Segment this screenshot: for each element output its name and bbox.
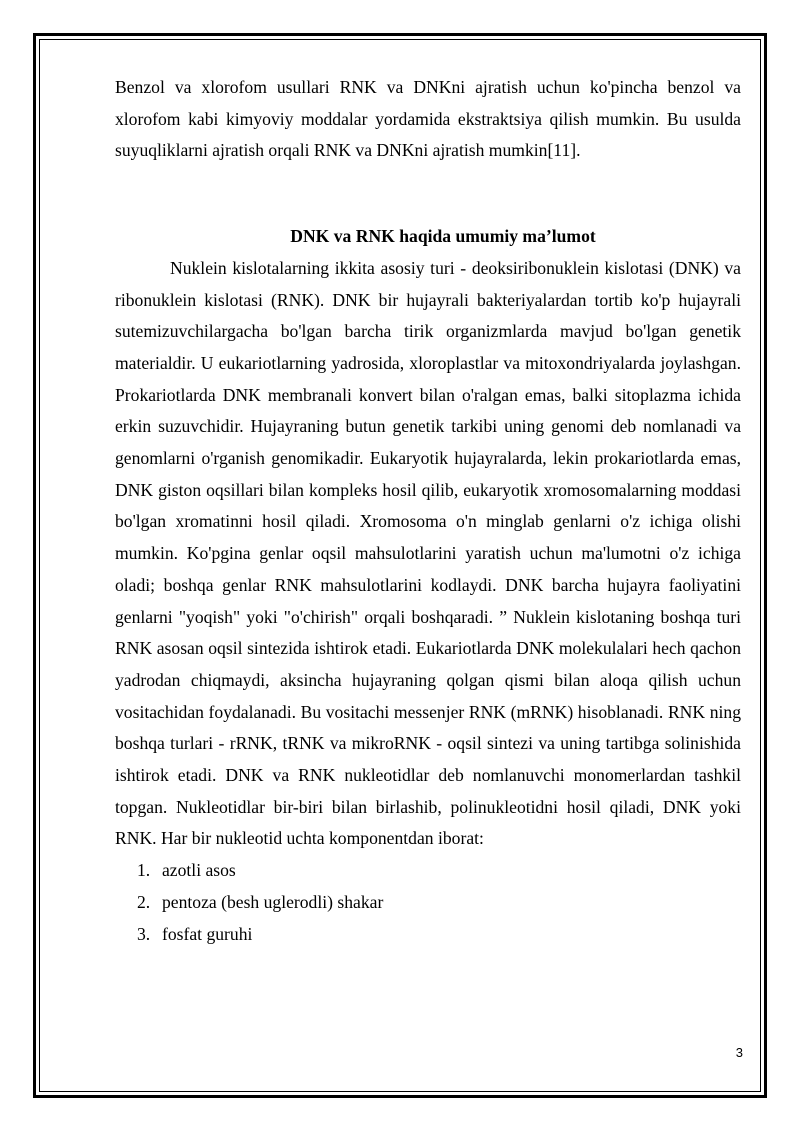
- list-item-text: azotli asos: [162, 860, 236, 881]
- list-item: [137, 855, 741, 887]
- component-list: [115, 855, 741, 950]
- section-heading: DNK va RNK haqida umumiy ma’lumot: [290, 226, 596, 247]
- list-item: [137, 887, 741, 919]
- list-item: [137, 919, 741, 951]
- main-paragraph: Nuklein kislotalarning ikkita asosiy turi - deoksiribonuklein kislotasi (DNK) va ribonuklein kislotasi (RNK). DNK bir hujayrali bakteriyalardan tortib ko'p hujayrali sutemizuvchilargacha bo'lgan barcha tirik organizmlarda mavjud bo'lgan genetik materialdir. U eukariotlarning yadrosida, xloroplastlar va mitoxondriyalarda joylashgan. Prokariotlarda DNK membranali konvert bilan o'ralgan emas, balki sitoplazma ichida erkin suzuvchidir. Hujayraning butun genetik tarkibi uning genomi deb nomlanadi va genomlarni o'rganish genomikadir. Eukaryotik hujayralarda, lekin prokariotlarda emas, DNK giston oqsillari bilan kompleks hosil qilib, eukaryotik xromosomalarning moddasi bo'lgan xromatinni hosil qiladi. Xromosoma o'n minglab genlarni o'z ichiga olishi mumkin. Ko'pgina genlar oqsil mahsulotlarini yaratish uchun ma'lumotni o'z ichiga oladi; boshqa genlar RNK mahsulotlarini kodlaydi. DNK barcha hujayra faoliyatini genlarni "yoqish" yoki "o'chirish" orqali boshqaradi. ” Nuklein kislotaning boshqa turi RNK asosan oqsil sintezida ishtirok etadi. Eukariotlarda DNK molekulalari hech qachon yadrodan chiqmaydi, aksincha hujayraning qolgan qismi bilan aloqa qilish uchun vositachidan foydalanadi. Bu vositachi messenjer RNK (mRNK) hisoblanadi. RNK ning boshqa turlari - rRNK, tRNK va mikroRNK - oqsil sintezi va uning tartibga solinishida ishtirok etadi. DNK va RNK nukleotidlar deb nomlanuvchi monomerlardan tashkil topgan. Nukleotidlar bir-biri bilan birlashib, polinukleotidni hosil qiladi, DNK yoki RNK. Har bir nukleotid uchta komponentdan iborat:: [115, 257, 741, 849]
- list-item-text: pentoza (besh uglerodli) shakar: [162, 891, 384, 912]
- list-item-number: 1.: [137, 860, 151, 881]
- list-item-number: 2.: [137, 891, 151, 912]
- intro-paragraph: Benzol va xlorofom usullari RNK va DNKni ajratish uchun ko'pincha benzol va xlorofom kabi kimyoviy moddalar yordamida ekstraktsiya qilish mumkin. Bu usulda suyuqliklarni ajratish orqali RNK va DNKni ajratish mumkin[11].: [115, 77, 741, 161]
- document-body: [115, 72, 741, 950]
- page-number: 3: [735, 1045, 743, 1060]
- list-item-text: fosfat guruhi: [162, 923, 253, 944]
- list-item-number: 3.: [137, 923, 151, 944]
